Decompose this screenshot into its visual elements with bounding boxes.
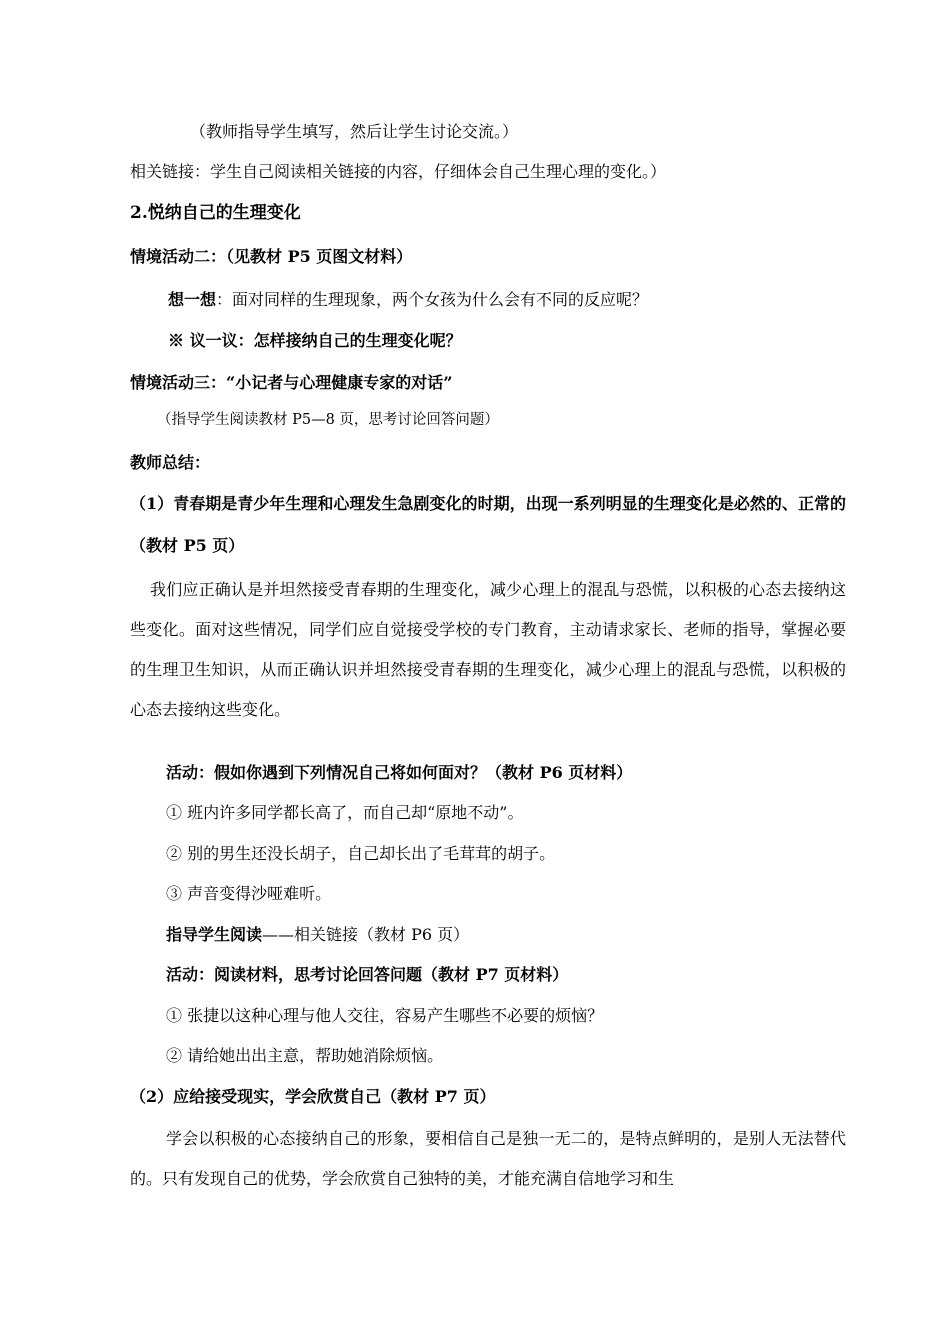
activity-two-prompt: 活动：阅读材料，思考讨论回答问题（教材 P7 页材料） [166, 965, 569, 984]
list-item: ② 别的男生还没长胡子，自己却长出了毛茸茸的胡子。 [166, 844, 556, 863]
list-item: ③ 声音变得沙哑难听。 [166, 884, 332, 903]
discuss-prompt: ※ 议一议：怎样接纳自己的生理变化呢？ [168, 331, 462, 350]
think-prompt [168, 289, 648, 311]
reading-guide-line [166, 924, 469, 946]
guide-label: 指导学生阅读 [166, 925, 263, 944]
list-item: ① 班内许多同学都长高了，而自己却“原地不动”。 [166, 803, 524, 822]
scenario-activity-two: 情境活动二：（见教材 P5 页图文材料） [130, 247, 413, 266]
teacher-guide-note: （教师指导学生填写，然后让学生讨论交流。） [190, 122, 519, 141]
related-link-note: 相关链接：学生自己阅读相关链接的内容，仔细体会自己生理心理的变化。） [130, 162, 667, 181]
summary-paragraph-one: 我们应正确认是并坦然接受青春期的生理变化，减少心理上的混乱与恐慌，以积极的心态去接纳这些变化。面对这些情况，同学们应自觉接受学校的专门教育，主动请求家长、老师的指导，掌握必要的生理卫生知识，从而正确认识并坦然接受青春期的生理变化，减少心理上的混乱与恐慌，以积极的心态去接纳这些变化。 [130, 580, 846, 719]
think-text: ：面对同样的生理现象，两个女孩为什么会有不同的反应呢？ [216, 290, 649, 309]
guide-text: ——相关链接（教材 P6 页） [262, 925, 470, 944]
summary-point-one: （1）青春期是青少年生理和心理发生急剧变化的时期，出现一系列明显的生理变化是必然的、正常的（教材 P5 页） [130, 494, 846, 555]
think-label: 想一想 [168, 290, 217, 309]
teacher-summary-heading: 教师总结： [130, 453, 211, 472]
section-heading: 2.悦纳自己的生理变化 [130, 203, 301, 223]
summary-paragraph-two: 学会以积极的心态接纳自己的形象，要相信自己是独一无二的，是特点鲜明的，是别人无法替代的。只有发现自己的优势，学会欣赏自己独特的美，才能充满自信地学习和生 [130, 1129, 846, 1188]
reading-guide-note: （指导学生阅读教材 P5—8 页，思考讨论回答问题） [157, 412, 499, 428]
summary-point-two: （2）应给接受现实，学会欣赏自己（教材 P7 页） [130, 1087, 496, 1106]
scenario-activity-three: 情境活动三：“小记者与心理健康专家的对话” [130, 373, 453, 392]
list-item: ② 请给她出出主意，帮助她消除烦恼。 [166, 1046, 444, 1065]
activity-one-prompt: 活动：假如你遇到下列情况自己将如何面对？（教材 P6 页材料） [166, 763, 633, 782]
list-item: ① 张捷以这种心理与他人交往，容易产生哪些不必要的烦恼？ [166, 1006, 604, 1025]
